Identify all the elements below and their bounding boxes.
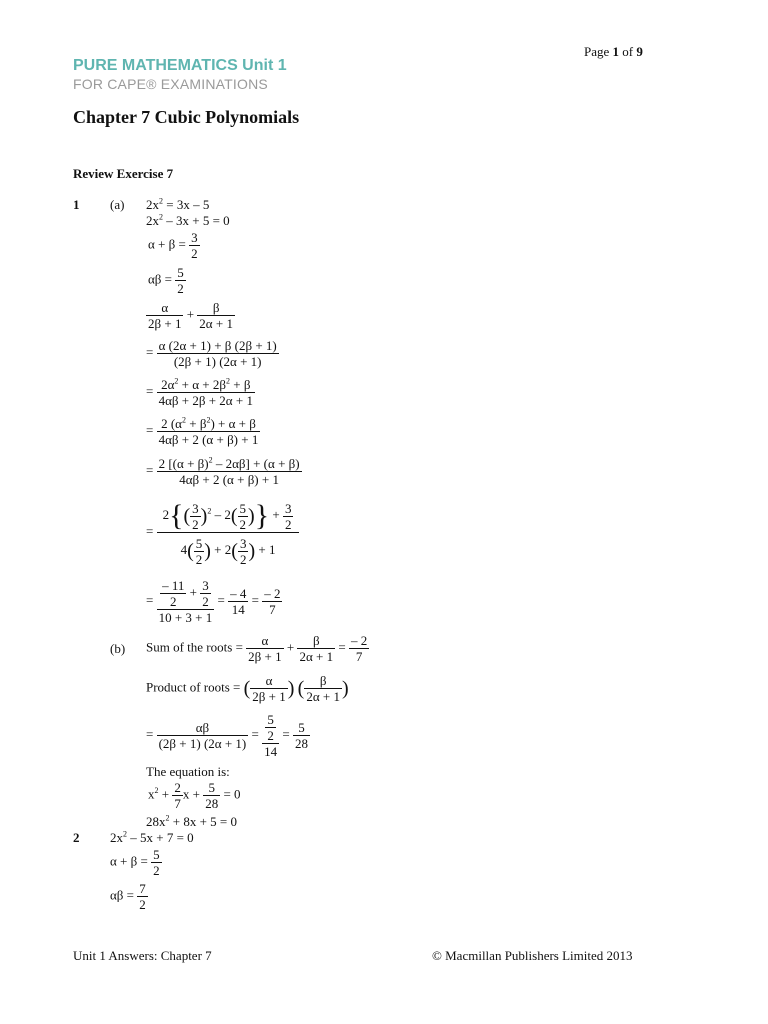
product-label: Product of roots <box>146 679 230 695</box>
equation-line: $x^2$ + $\frac{2}{7}$ x + $\frac{5}{28}$ = 0 <box>148 780 241 811</box>
sum-label: Sum of the roots <box>146 639 233 655</box>
equation-line: α + β = $\frac{3}{2}$ <box>148 230 198 261</box>
question-number-1: 1 <box>73 197 80 212</box>
part-label-a: (a) <box>110 197 125 212</box>
equation-line: $2x^2 - 5x + 7 = 0$ <box>110 829 194 845</box>
equation-line: $28x^2 + 8x + 5 = 0$ <box>146 813 237 829</box>
brand-subtitle: FOR CAPE® EXAMINATIONS <box>73 76 268 92</box>
equation-line: $\frac{\alpha}{2\beta + 1}$ + $\frac{\beta}{2\alpha + 1}$ <box>148 300 233 331</box>
equation-line: $2x^2 - 3x + 5 = 0$ <box>146 212 230 228</box>
footer-copyright: © Macmillan Publishers Limited 2013 <box>432 948 633 963</box>
equation-line: αβ = $\frac{5}{2}$ <box>148 265 184 296</box>
part-label-b: (b) <box>110 641 126 656</box>
section-title: Review Exercise 7 <box>73 166 174 181</box>
equation-line: αβ = $\frac{7}{2}$ <box>110 881 146 912</box>
equation-line: = $\frac{2 (\alpha^2 + \beta^2) + \alpha + \beta}{4\alpha\beta + 2 (\alpha + \beta) + 1}$ <box>146 415 259 447</box>
equation-line: α + β = $\frac{5}{2}$ <box>110 847 160 878</box>
equation-line: = 2{( $\frac{3}{2}$ )$^2$ – 2( $\frac{5}{2}$ )} + $\frac{3}{2}$ 4( $\frac{5}{2}$ ) + 2( $\frac{3}{2}$ ) + 1 <box>146 498 299 567</box>
equation-label: The equation is: <box>146 764 230 779</box>
equation-line: = $\frac{- 11}{2}$ + $\frac{3}{2}$ 10 + 3 + 1 = $\frac{- 4}{14}$ = $\frac{- 2}{7}$ <box>146 578 281 625</box>
equation-line: Sum of the roots = $\frac{\alpha}{2\beta + 1}$ + $\frac{\beta}{2\alpha + 1}$ = $\frac{- 2}{7}$ <box>146 633 368 664</box>
equation-line: = $\frac{2\alpha^2 + \alpha + 2\beta^2 + \beta}{4\alpha\beta + 2\beta + 2\alpha + 1}$ <box>146 376 253 408</box>
page-indicator: Page 1 of 9 <box>584 44 643 59</box>
equation-line: $2x^2 = 3x - 5$ <box>146 196 210 212</box>
footer-left: Unit 1 Answers: Chapter 7 <box>73 948 212 963</box>
equation-line: = $\frac{2 [(\alpha + \beta)^2 - 2\alpha\beta] + (\alpha + \beta)}{4\alpha\beta + 2 (\alpha + \beta) + 1}$ <box>146 455 300 487</box>
chapter-title: Chapter 7 Cubic Polynomials <box>73 107 300 127</box>
equation-line: Product of roots = ( $\frac{\alpha}{2\beta + 1}$ ) ( $\frac{\beta}{2\alpha + 1}$ ) <box>146 673 349 704</box>
equation-line: = $\frac{\alpha (2\alpha + 1) + \beta (2\beta + 1)}{(2\beta + 1) (2\alpha + 1)}$ <box>146 338 277 369</box>
question-number-2: 2 <box>73 830 80 845</box>
brand-title: PURE MATHEMATICS Unit 1 <box>73 57 287 74</box>
equation-line: = $\frac{\alpha\beta}{(2\beta + 1) (2\alpha + 1)}$ = $\frac{\frac{5}{2}}{14}$ = $\frac{5}{28}$ <box>146 712 308 759</box>
